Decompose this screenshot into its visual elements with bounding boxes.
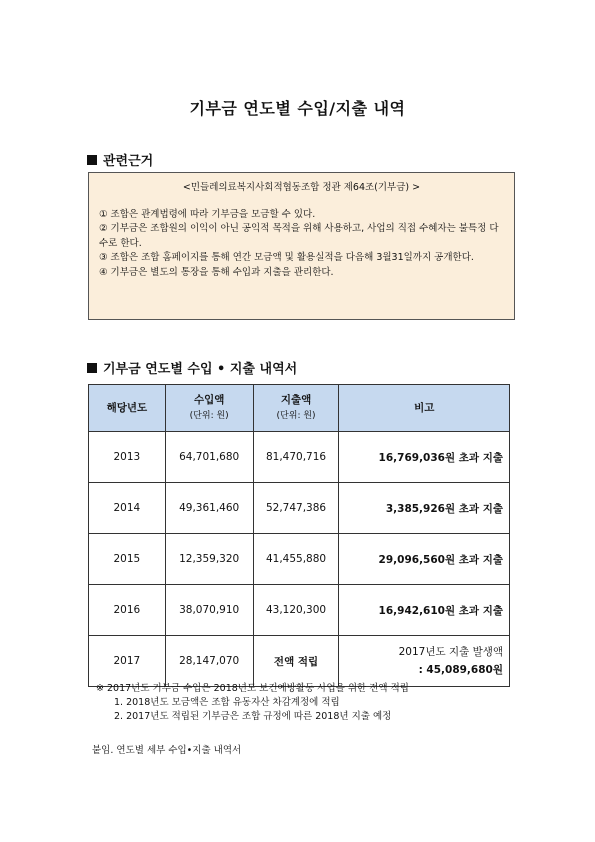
legal-basis-box <box>88 172 515 320</box>
header-income-unit: (단위: 원) <box>189 411 229 421</box>
table-row <box>89 483 510 534</box>
footnote-sub: 2. 2017년도 적립된 기부금은 조합 규정에 따른 2018년 지출 예정 <box>114 711 392 722</box>
cell-year: 2016 <box>89 585 166 636</box>
basis-item: ② 기부금은 조합원의 이익이 아닌 공익적 목적을 위해 사용하고, 사업의 직접 수혜자는 불특정 다수로 한다. <box>99 223 499 249</box>
cell-note-line2: : 45,089,680원 <box>418 664 503 676</box>
footnote-sub: 1. 2018년도 모금액은 조합 유동자산 차감계정에 적립 <box>114 697 340 708</box>
cell-year: 2017 <box>89 636 166 687</box>
table-row <box>89 534 510 585</box>
cell-income: 12,359,320 <box>165 534 253 585</box>
section-heading-label: 관련근거 <box>103 154 154 169</box>
attachment-note: 붙임. 연도별 세부 수입•지출 내역서 <box>92 745 242 756</box>
cell-note: 16,942,610원 초과 지출 <box>339 585 510 636</box>
cell-expense: 43,120,300 <box>253 585 339 636</box>
header-income-label: 수입액 <box>193 394 225 406</box>
footnote <box>96 682 409 724</box>
square-bullet-icon <box>87 155 97 165</box>
cell-expense: 52,747,386 <box>253 483 339 534</box>
cell-expense: 전액 적립 <box>253 636 339 687</box>
basis-item: ③ 조합은 조합 홈페이지를 통해 연간 모금액 및 활용실적을 다음해 3월31일까지 공개한다. <box>99 252 474 263</box>
header-note: 비고 <box>339 385 510 432</box>
cell-income: 28,147,070 <box>165 636 253 687</box>
basis-item: ① 조합은 관계법령에 따라 기부금을 모금할 수 있다. <box>99 208 316 220</box>
cell-note: 3,385,926원 초과 지출 <box>339 483 510 534</box>
table-row <box>89 636 510 687</box>
header-expense <box>253 385 339 432</box>
cell-expense: 41,455,880 <box>253 534 339 585</box>
footnote-main: ※ 2017년도 기부금 수입은 2018년도 보건예방활동 사업을 위한 전액 적립 <box>96 683 409 694</box>
donation-table <box>88 384 510 687</box>
cell-year: 2014 <box>89 483 166 534</box>
cell-expense: 81,470,716 <box>253 432 339 483</box>
header-expense-unit: (단위: 원) <box>276 411 316 421</box>
square-bullet-icon <box>87 363 97 373</box>
table-header-row <box>89 385 510 432</box>
table-row <box>89 432 510 483</box>
cell-income: 64,701,680 <box>165 432 253 483</box>
header-year: 해당년도 <box>89 385 166 432</box>
cell-income: 49,361,460 <box>165 483 253 534</box>
cell-note: 16,769,036원 초과 지출 <box>339 432 510 483</box>
cell-year: 2013 <box>89 432 166 483</box>
cell-note: 29,096,560원 초과 지출 <box>339 534 510 585</box>
cell-note <box>339 636 510 687</box>
header-expense-label: 지출액 <box>280 394 312 406</box>
basis-header: <민들레의료복지사회적협동조합 정관 제64조(기부금) > <box>182 182 421 193</box>
section-heading-label: 기부금 연도별 수입 • 지출 내역서 <box>103 362 298 377</box>
header-income <box>165 385 253 432</box>
cell-note-line1: 2017년도 지출 발생액 <box>398 646 503 658</box>
section-heading-table <box>87 358 297 377</box>
cell-year: 2015 <box>89 534 166 585</box>
section-heading-basis <box>87 150 153 169</box>
basis-item: ④ 기부금은 별도의 통장을 통해 수입과 지출을 관리한다. <box>99 266 334 278</box>
page-title: 기부금 연도별 수입/지출 내역 <box>189 99 406 118</box>
table-row <box>89 585 510 636</box>
cell-income: 38,070,910 <box>165 585 253 636</box>
